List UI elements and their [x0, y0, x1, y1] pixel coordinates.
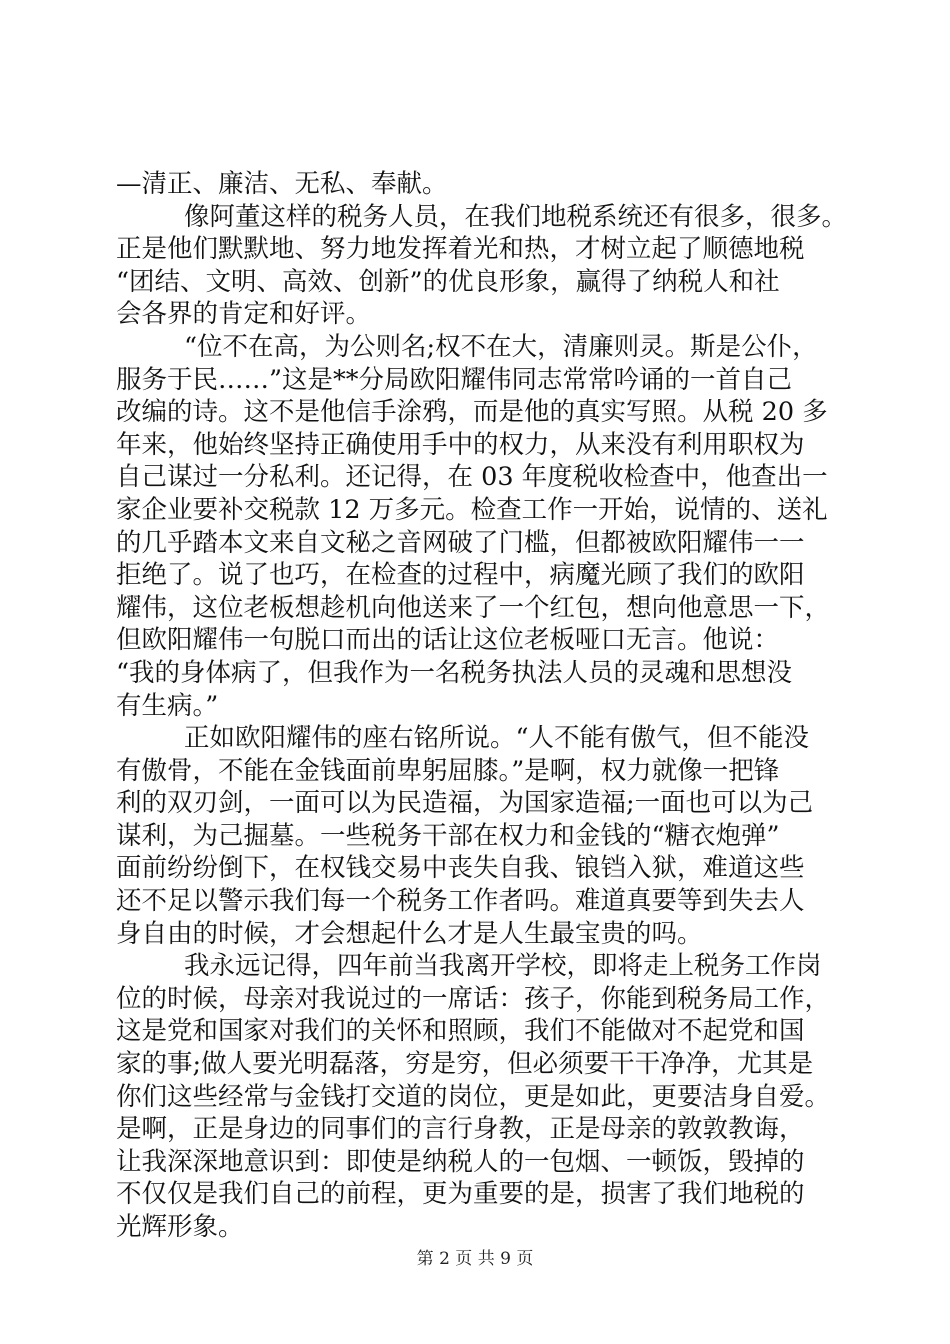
text-line: 还不足以警示我们每一个税务工作者吗。难道真要等到失去人	[116, 886, 805, 917]
page-number-footer: 第 2 页 共 9 页	[416, 1249, 534, 1269]
paragraph-start-line: 我永远记得，四年前当我离开学校，即将走上税务工作岗	[184, 951, 822, 982]
paragraph-start-line: “位不在高，为公则名;权不在大，清廉则灵。斯是公仆，	[184, 331, 818, 362]
text-line: 但欧阳耀伟一句脱口而出的话让这位老板哑口无言。他说：	[116, 625, 780, 656]
text-line: 的几乎踏本文来自文秘之音网破了门槛，但都被欧阳耀伟一一	[116, 527, 805, 558]
text-line: 位的时候，母亲对我说过的一席话：孩子，你能到税务局工作，	[116, 983, 831, 1014]
text-line: 谋利，为己掘墓。一些税务干部在权力和金钱的“糖衣炮弹”	[116, 820, 780, 851]
text-line: 光辉形象。	[116, 1212, 244, 1242]
text-line: 身自由的时候，才会想起什么才是人生最宝贵的吗。	[116, 918, 703, 949]
text-line: 自己谋过一分私利。还记得，在 03 年度税收检查中，他查出一	[116, 462, 828, 493]
text-line: 你们这些经常与金钱打交道的岗位，更是如此，更要洁身自爱。	[116, 1081, 831, 1112]
text-line: 有傲骨，不能在金钱面前卑躬屈膝。”是啊，权力就像一把锋	[116, 755, 780, 786]
text-line: “团结、文明、高效、创新”的优良形象，赢得了纳税人和社	[116, 266, 780, 297]
text-line: 面前纷纷倒下，在权钱交易中丧失自我、锒铛入狱，难道这些	[116, 853, 805, 884]
text-line: 改编的诗。这不是他信手涂鸦，而是他的真实写照。从税 20 多	[116, 397, 828, 428]
paragraph-start-line: 正如欧阳耀伟的座右铭所说。“人不能有傲气，但不能没	[184, 723, 810, 754]
text-line: 服务于民……”这是**分局欧阳耀伟同志常常吟诵的一首自己	[116, 364, 793, 395]
text-line: “我的身体病了，但我作为一名税务执法人员的灵魂和思想没	[116, 657, 793, 688]
text-line: 耀伟，这位老板想趁机向他送来了一个红包，想向他意思一下，	[116, 592, 831, 623]
text-line: 让我深深地意识到：即使是纳税人的一包烟、一顿饭，毁掉的	[116, 1146, 805, 1177]
text-line: 年来，他始终坚持正确使用手中的权力，从来没有利用职权为	[116, 429, 805, 460]
text-line: 利的双刃剑，一面可以为民造福，为国家造福;一面也可以为己	[116, 788, 814, 819]
document-body	[116, 168, 846, 1244]
text-line: 家的事;做人要光明磊落，穷是穷，但必须要干干净净，尤其是	[116, 1049, 814, 1080]
text-line: 拒绝了。说了也巧，在检查的过程中，病魔光顾了我们的欧阳	[116, 560, 805, 591]
text-line: —清正、廉洁、无私、奉献。	[116, 169, 448, 199]
text-line: 是啊，正是身边的同事们的言行身教，正是母亲的敦敦教诲，	[116, 1114, 805, 1145]
text-line: 正是他们默默地、努力地发挥着光和热，才树立起了顺德地税	[116, 234, 805, 265]
text-line: 不仅仅是我们自己的前程，更为重要的是，损害了我们地税的	[116, 1179, 805, 1210]
text-line: 这是党和国家对我们的关怀和照顾，我们不能做对不起党和国	[116, 1016, 805, 1047]
text-line: 会各界的肯定和好评。	[116, 299, 372, 330]
text-line: 家企业要补交税款 12 万多元。检查工作一开始，说情的、送礼	[116, 494, 828, 525]
paragraph-start-line: 像阿董这样的税务人员，在我们地税系统还有很多，很多。	[184, 201, 848, 232]
text-line: 有生病。”	[116, 690, 219, 721]
